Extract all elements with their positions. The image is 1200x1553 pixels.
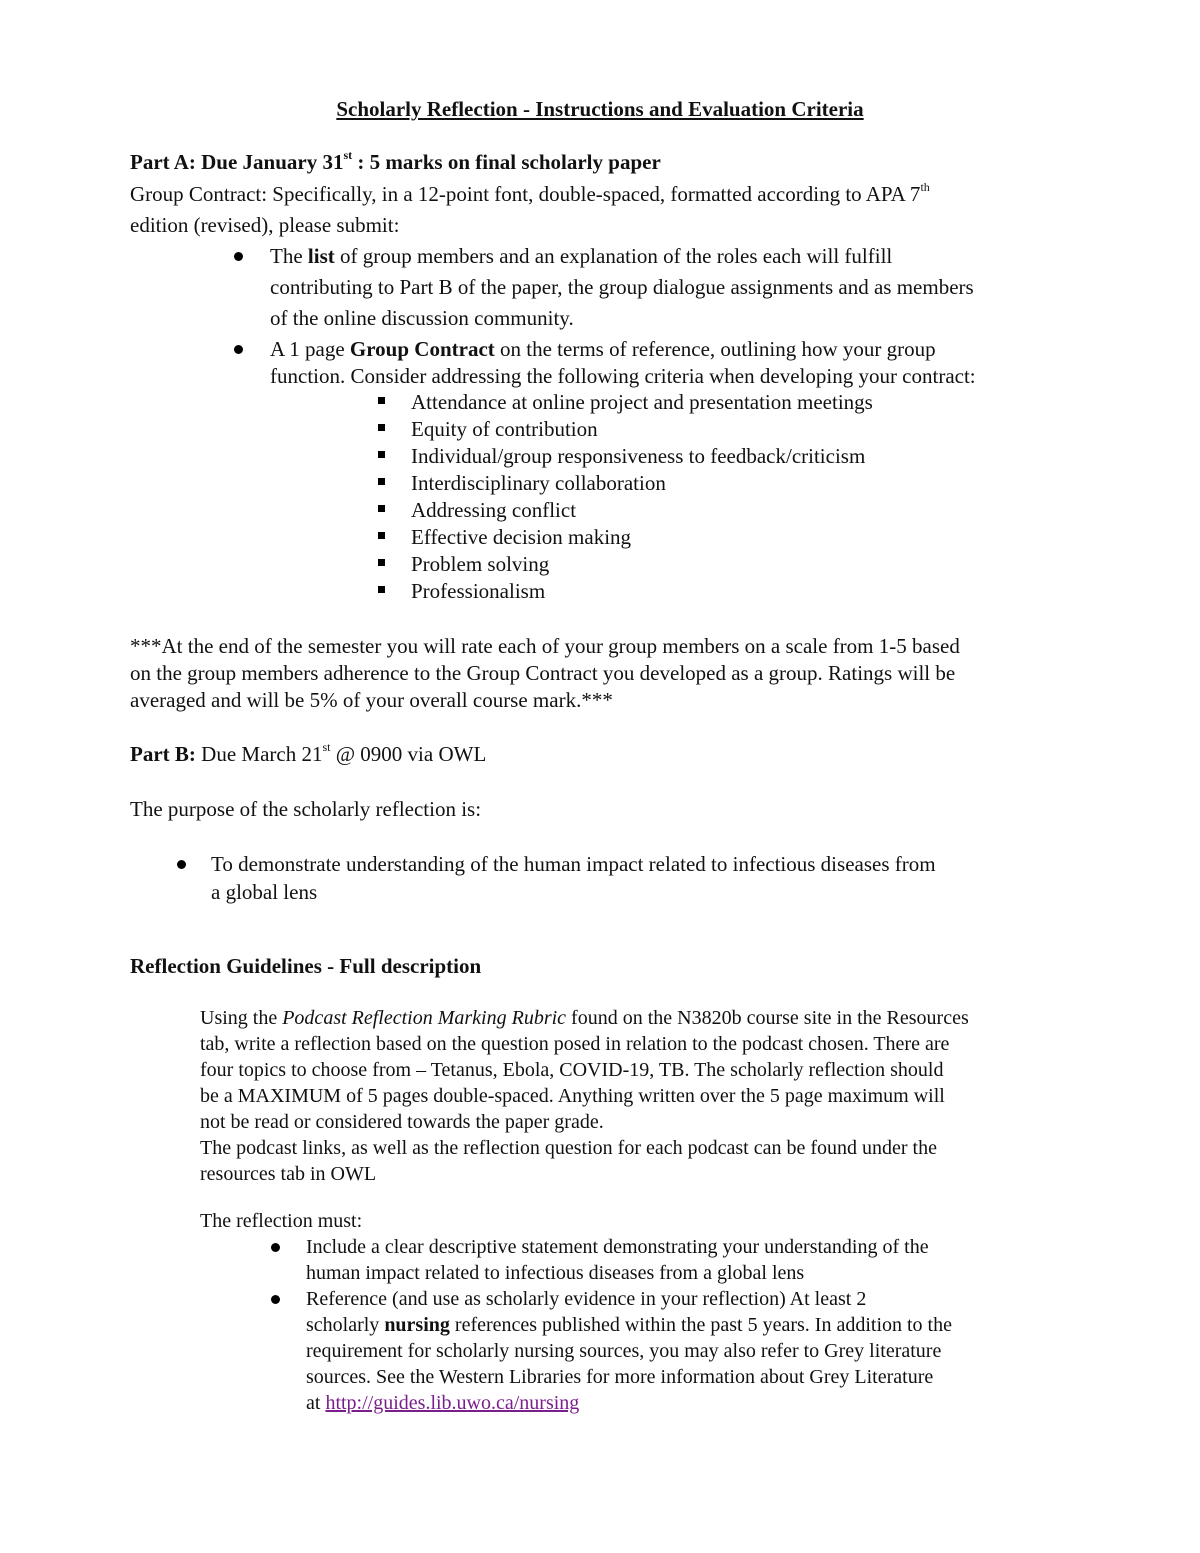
guidelines-p1-line2: tab, write a reflection based on the question posed in relation to the podcast chosen. There are xyxy=(200,1033,950,1055)
must-bullet2-line2 xyxy=(306,1314,952,1337)
part-a-intro-line2: edition (revised), please submit: xyxy=(130,213,400,237)
part-b-due-sup: st xyxy=(322,740,331,754)
bullet2-bold: Group Contract xyxy=(349,337,495,361)
criteria-item: Effective decision making xyxy=(411,525,632,549)
square-bullet xyxy=(378,478,385,485)
must-b2-at: at xyxy=(306,1392,326,1414)
must-b2-post: references published within the past 5 years. In addition to the xyxy=(449,1314,952,1336)
criteria-item: Individual/group responsiveness to feedback/criticism xyxy=(411,444,866,468)
criteria-item: Attendance at online project and presentation meetings xyxy=(411,390,873,414)
page-title: Scholarly Reflection - Instructions and Evaluation Criteria xyxy=(336,97,864,121)
part-b-due: Due March 21 xyxy=(195,742,323,766)
bullet-dot xyxy=(271,1243,280,1252)
bullet1-pre: The xyxy=(270,244,308,268)
guidelines-p1-line1 xyxy=(200,1007,969,1030)
must-bullet2-line1: Reference (and use as scholarly evidence in your reflection) At least 2 xyxy=(306,1288,867,1310)
bullet-dot xyxy=(234,345,243,354)
part-a-heading xyxy=(130,150,661,175)
must-bullet2-line3: requirement for scholarly nursing sources, you may also refer to Grey literature xyxy=(306,1340,942,1362)
purpose-bullet-line1: To demonstrate understanding of the human impact related to infectious diseases from xyxy=(211,852,936,876)
square-bullet xyxy=(378,586,385,593)
part-a-bullet1-line3: of the online discussion community. xyxy=(270,306,574,330)
part-b-due-post: @ 0900 via OWL xyxy=(330,742,487,766)
bullet-dot xyxy=(234,252,243,261)
part-b-heading xyxy=(130,742,486,767)
part-a-heading-text: Part A: Due January 31 xyxy=(130,150,344,174)
part-a-bullet1-line2: contributing to Part B of the paper, the group dialogue assignments and as members xyxy=(270,275,974,299)
criteria-item: Problem solving xyxy=(411,552,550,576)
part-a-heading-marks: : 5 marks on final scholarly paper xyxy=(352,150,661,174)
rating-note-line: ***At the end of the semester you will rate each of your group members on a scale from 1-5 based xyxy=(130,634,960,658)
rating-note-line: on the group members adherence to the Group Contract you developed as a group. Ratings will be xyxy=(130,661,956,685)
square-bullet xyxy=(378,397,385,404)
criteria-item: Professionalism xyxy=(411,579,546,603)
guidelines-p1-line5: not be read or considered towards the paper grade. xyxy=(200,1111,604,1133)
part-a-heading-sup: st xyxy=(343,148,353,162)
bullet-dot xyxy=(271,1295,280,1304)
part-a-intro-line1 xyxy=(130,182,930,207)
part-a-bullet1-line1 xyxy=(270,244,892,269)
criteria-item: Equity of contribution xyxy=(411,417,598,441)
bullet2-pre: A 1 page xyxy=(270,337,350,361)
guidelines-heading: Reflection Guidelines - Full description xyxy=(130,954,482,978)
must-bullet2-line5 xyxy=(306,1392,579,1415)
must-b2-pre: scholarly xyxy=(306,1314,385,1336)
guidelines-p1-line3: four topics to choose from – Tetanus, Ebola, COVID-19, TB. The scholarly reflection should xyxy=(200,1059,944,1081)
square-bullet xyxy=(378,532,385,539)
reflection-must-label: The reflection must: xyxy=(200,1210,363,1232)
square-bullet xyxy=(378,424,385,431)
part-b-label: Part B: xyxy=(130,742,196,766)
guidelines-p2-line2: resources tab in OWL xyxy=(200,1163,377,1185)
must-bullet1-line1: Include a clear descriptive statement demonstrating your understanding of the xyxy=(306,1236,929,1258)
part-a-bullet2-line2: function. Consider addressing the following criteria when developing your contract: xyxy=(270,364,976,388)
purpose-statement: The purpose of the scholarly reflection is: xyxy=(130,797,482,821)
p1-pre: Using the xyxy=(200,1007,283,1029)
part-a-bullet2-line1 xyxy=(270,337,936,362)
criteria-item: Interdisciplinary collaboration xyxy=(411,471,666,495)
square-bullet xyxy=(378,559,385,566)
criteria-item: Addressing conflict xyxy=(411,498,577,522)
square-bullet xyxy=(378,505,385,512)
nursing-guide-link[interactable]: http://guides.lib.uwo.ca/nursing xyxy=(325,1392,580,1414)
must-b2-bold: nursing xyxy=(384,1314,450,1336)
square-bullet xyxy=(378,451,385,458)
p1-post: found on the N3820b course site in the Resources xyxy=(566,1007,969,1029)
purpose-bullet-line2: a global lens xyxy=(211,880,318,904)
must-bullet2-line4: sources. See the Western Libraries for more information about Grey Literature xyxy=(306,1366,934,1388)
guidelines-p1-line4: be a MAXIMUM of 5 pages double-spaced. Anything written over the 5 page maximum will xyxy=(200,1085,945,1107)
guidelines-p2-line1: The podcast links, as well as the reflection question for each podcast can be found under the xyxy=(200,1137,937,1159)
part-a-intro-text: Group Contract: Specifically, in a 12-point font, double-spaced, formatted according to APA 7 xyxy=(130,182,921,206)
bullet1-post: of group members and an explanation of the roles each will fulfill xyxy=(334,244,893,268)
bullet2-post: on the terms of reference, outlining how your group xyxy=(494,337,936,361)
part-a-intro-sup: th xyxy=(920,180,930,194)
bullet1-bold: list xyxy=(307,244,335,268)
rating-note-line: averaged and will be 5% of your overall course mark.*** xyxy=(130,688,613,712)
bullet-dot xyxy=(177,860,186,869)
must-bullet1-line2: human impact related to infectious diseases from a global lens xyxy=(306,1262,805,1284)
rubric-title: Podcast Reflection Marking Rubric xyxy=(282,1007,567,1029)
